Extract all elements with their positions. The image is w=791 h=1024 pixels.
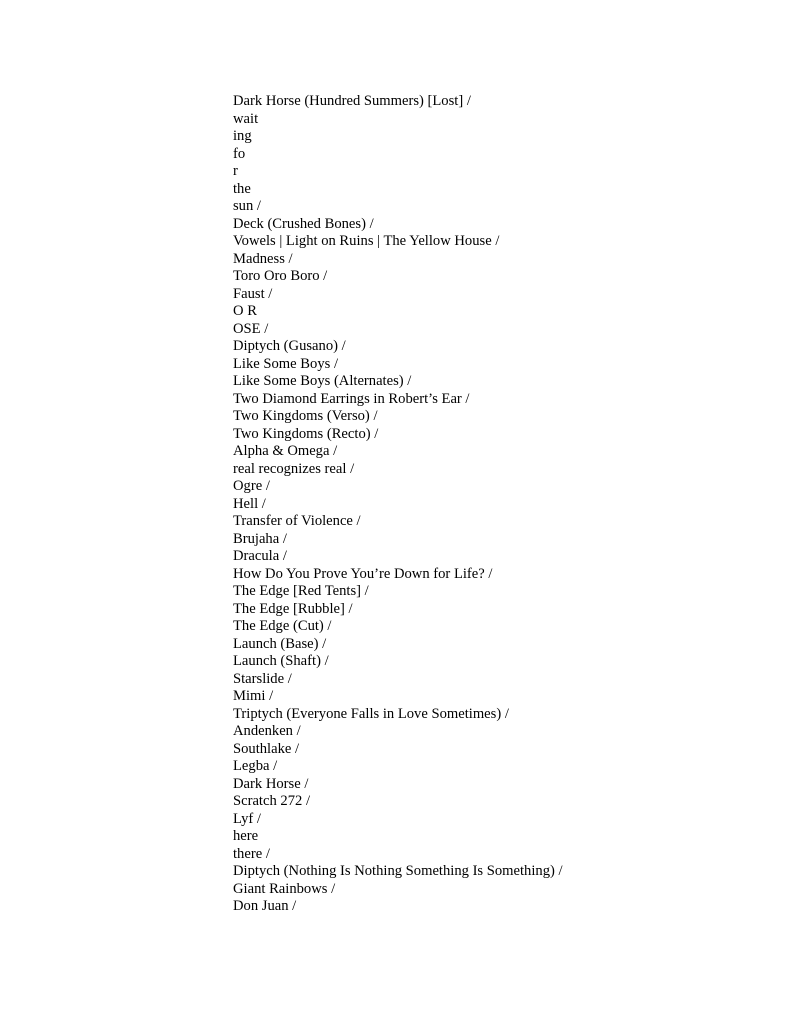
list-item: Scratch 272 / — [233, 793, 311, 809]
list-item: Vowels | Light on Ruins | The Yellow House / — [233, 233, 500, 249]
list-item: Hell / — [233, 495, 266, 512]
list-item: Andenken / — [233, 723, 301, 739]
list-item: Two Kingdoms (Recto) / — [233, 425, 379, 442]
list-item: real recognizes real / — [233, 460, 355, 477]
list-item: Dark Horse / — [233, 775, 309, 792]
list-item: fo — [233, 145, 246, 162]
list-item: sun / — [233, 198, 261, 214]
list-item: Madness / — [233, 250, 293, 267]
list-item: r — [233, 163, 238, 179]
list-item: Like Some Boys (Alternates) / — [233, 373, 412, 389]
list-item: Starslide / — [233, 670, 292, 687]
list-item: Faust / — [233, 285, 273, 302]
list-item: The Edge [Red Tents] / — [233, 583, 369, 599]
title-list — [233, 93, 563, 916]
list-item: Southlake / — [233, 740, 300, 757]
list-item: OSE / — [233, 320, 269, 337]
list-item: Brujaha / — [233, 530, 287, 547]
list-item: ing — [233, 128, 252, 144]
list-item: Dracula / — [233, 548, 287, 564]
list-item: here — [233, 828, 259, 844]
list-item: Lyf / — [233, 810, 261, 827]
list-item: Launch (Base) / — [233, 635, 327, 652]
list-item: The Edge (Cut) / — [233, 618, 332, 634]
list-item: O R — [233, 303, 257, 319]
list-item: Dark Horse (Hundred Summers) [Lost] / — [233, 93, 471, 109]
list-item: Ogre / — [233, 478, 270, 494]
list-item: The Edge [Rubble] / — [233, 600, 353, 617]
list-item: Toro Oro Boro / — [233, 268, 328, 284]
list-item: Deck (Crushed Bones) / — [233, 215, 374, 232]
list-item: Alpha & Omega / — [233, 443, 338, 459]
list-item: Two Kingdoms (Verso) / — [233, 408, 378, 424]
list-item: wait — [233, 110, 259, 127]
list-item: the — [233, 180, 251, 197]
list-item: Diptych (Gusano) / — [233, 338, 346, 354]
list-item: Legba / — [233, 758, 278, 774]
list-item: Diptych (Nothing Is Nothing Something Is Something) / — [233, 863, 563, 879]
list-item: How Do You Prove You’re Down for Life? / — [233, 565, 493, 582]
list-item: Transfer of Violence / — [233, 513, 361, 529]
list-item: there / — [233, 845, 270, 862]
list-item: Don Juan / — [233, 898, 297, 914]
list-item: Like Some Boys / — [233, 355, 338, 372]
list-item: Launch (Shaft) / — [233, 653, 329, 669]
list-item: Mimi / — [233, 688, 274, 704]
list-item: Two Diamond Earrings in Robert’s Ear / — [233, 390, 470, 407]
list-item: Giant Rainbows / — [233, 880, 336, 897]
list-item: Triptych (Everyone Falls in Love Sometimes) / — [233, 705, 509, 722]
